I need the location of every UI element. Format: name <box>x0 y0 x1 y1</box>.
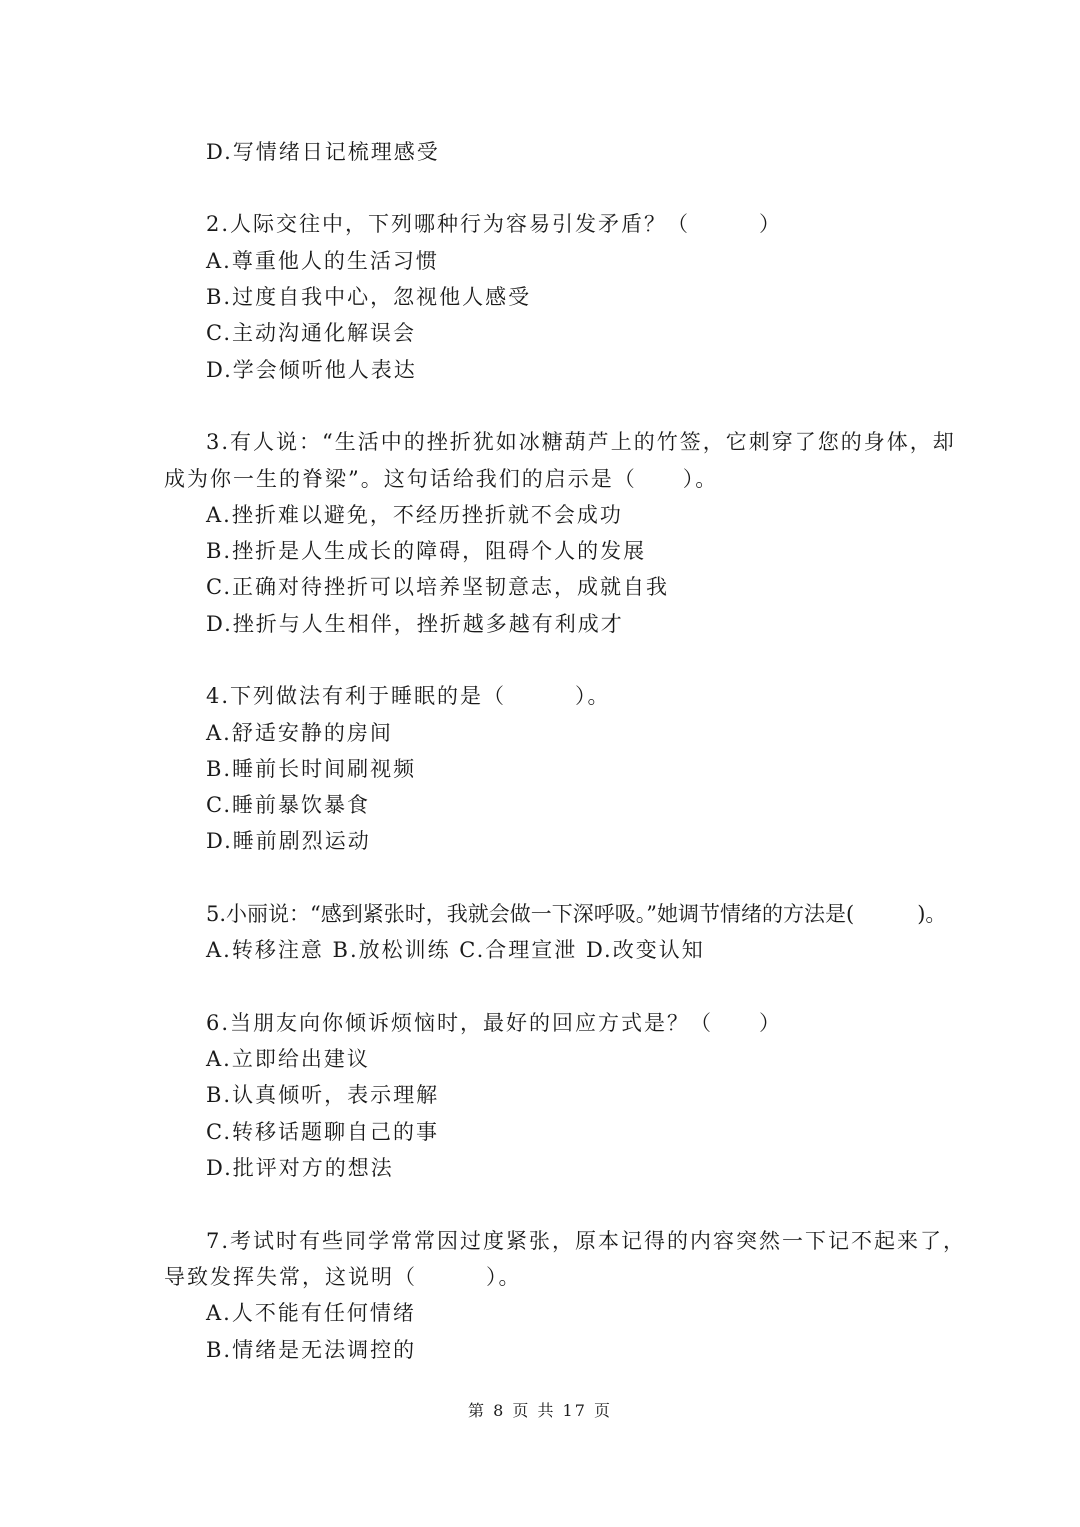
question-6-option-c: C.转移话题聊自己的事 <box>206 1120 439 1144</box>
question-5-stem: 5.小丽说：“感到紧张时，我就会做一下深呼吸。”她调节情绪的方法是( )。 <box>206 902 947 926</box>
question-1-option-d: D.写情绪日记梳理感受 <box>206 140 440 164</box>
question-2-stem: 2.人际交往中，下列哪种行为容易引发矛盾？（ ） <box>206 212 783 236</box>
question-2-option-a: A.尊重他人的生活习惯 <box>206 249 439 273</box>
question-3-option-d: D.挫折与人生相伴，挫折越多越有利成才 <box>206 612 624 636</box>
question-7-option-a: A.人不能有任何情绪 <box>206 1301 416 1325</box>
question-3-option-a: A.挫折难以避免，不经历挫折就不会成功 <box>206 503 623 527</box>
question-5-options: A.转移注意 B.放松训练 C.合理宣泄 D.改变认知 <box>206 938 705 962</box>
question-4-option-d: D.睡前剧烈运动 <box>206 829 371 853</box>
question-6-option-a: A.立即给出建议 <box>206 1047 370 1071</box>
question-6-stem: 6.当朋友向你倾诉烦恼时，最好的回应方式是？（ ） <box>206 1011 783 1035</box>
question-4-stem: 4.下列做法有利于睡眠的是（ ）。 <box>206 684 611 708</box>
question-6-option-d: D.批评对方的想法 <box>206 1156 394 1180</box>
question-3-option-b: B.挫折是人生成长的障碍，阻碍个人的发展 <box>206 539 647 563</box>
question-4-option-a: A.舒适安静的房间 <box>206 721 393 745</box>
question-3-stem-line-1: 3.有人说：“生活中的挫折犹如冰糖葫芦上的竹签，它刺穿了您的身体，却 <box>206 430 956 454</box>
question-2-option-b: B.过度自我中心，忽视他人感受 <box>206 285 532 309</box>
page-number-footer: 第 8 页 共 17 页 <box>468 1401 612 1420</box>
question-7-stem-line-2: 导致发挥失常，这说明（ ）。 <box>164 1265 522 1289</box>
question-6-option-b: B.认真倾听，表示理解 <box>206 1083 440 1107</box>
question-3-option-c: C.正确对待挫折可以培养坚韧意志，成就自我 <box>206 575 669 599</box>
question-3-stem-line-2: 成为你一生的脊梁”。这句话给我们的启示是（ ）。 <box>164 467 719 491</box>
question-4-option-c: C.睡前暴饮暴食 <box>206 793 370 817</box>
question-2-option-c: C.主动沟通化解误会 <box>206 321 416 345</box>
question-7-stem-line-1: 7.考试时有些同学常常因过度紧张，原本记得的内容突然一下记不起来了， <box>206 1229 967 1253</box>
question-7-option-b: B.情绪是无法调控的 <box>206 1338 417 1362</box>
question-2-option-d: D.学会倾听他人表达 <box>206 358 417 382</box>
question-4-option-b: B.睡前长时间刷视频 <box>206 757 417 781</box>
